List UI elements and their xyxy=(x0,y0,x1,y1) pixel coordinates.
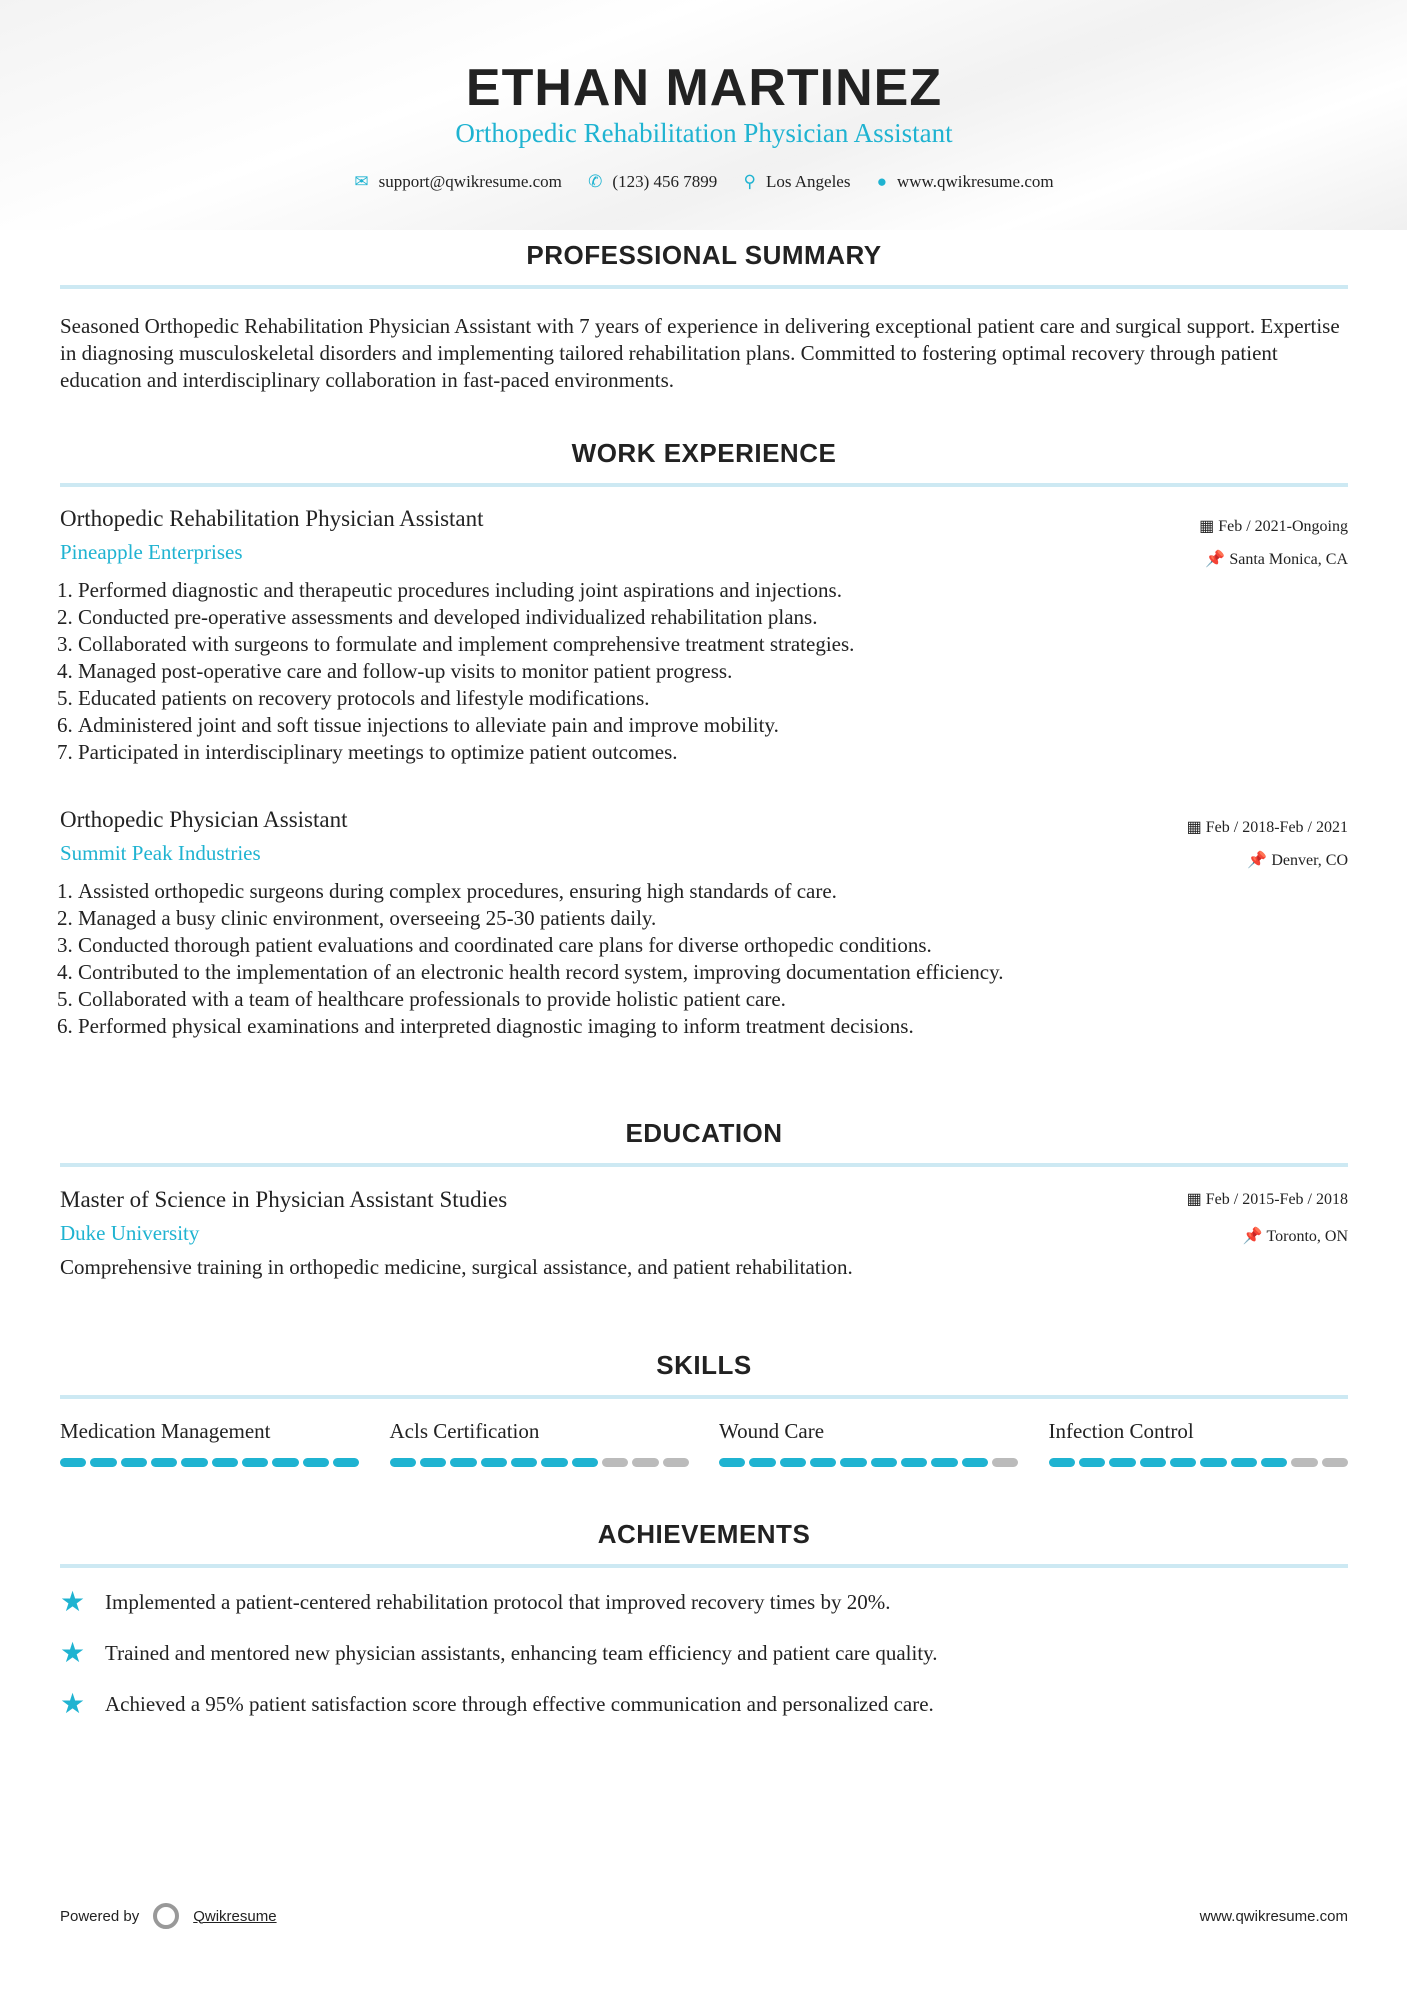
list-item: 6. Administered joint and soft tissue injections to alleviate pain and improve mobility. xyxy=(78,712,1348,739)
pin-icon: 📌 xyxy=(1247,852,1272,869)
location-pin-icon: ⚲ xyxy=(743,172,756,191)
skill-segment xyxy=(840,1458,866,1467)
skill-segment xyxy=(602,1458,628,1467)
skill-segment xyxy=(390,1458,416,1467)
footer-website[interactable]: www.qwikresume.com xyxy=(1199,1907,1348,1925)
skill-segment xyxy=(663,1458,689,1467)
job-dates: ▦ Feb / 2018-Feb / 2021 xyxy=(1186,819,1348,836)
divider xyxy=(60,483,1348,487)
website[interactable]: www.qwikresume.com xyxy=(897,172,1054,191)
skill-segment xyxy=(181,1458,207,1467)
calendar-icon: ▦ xyxy=(1199,518,1219,535)
job-location: 📌 Denver, CO xyxy=(1247,852,1348,869)
job-title: Orthopedic Rehabilitation Physician Assistant xyxy=(60,506,484,531)
pin-icon: 📌 xyxy=(1205,551,1230,568)
edu-location: 📌 Toronto, ON xyxy=(1242,1228,1348,1245)
section-heading: SKILLS xyxy=(656,1350,752,1380)
list-item: 4. Contributed to the implementation of an electronic health record system, improving documentation efficiency. xyxy=(78,959,1348,986)
list-item: 5. Educated patients on recovery protocols and lifestyle modifications. xyxy=(78,685,1348,712)
skills-section xyxy=(60,1350,1348,1467)
skill-segment xyxy=(1170,1458,1196,1467)
email[interactable]: support@qwikresume.com xyxy=(378,172,562,191)
job-2 xyxy=(60,807,1348,1040)
divider xyxy=(60,1163,1348,1167)
divider xyxy=(60,1564,1348,1568)
job-location: 📌 Santa Monica, CA xyxy=(1205,551,1348,568)
job-dates: ▦ Feb / 2021-Ongoing xyxy=(1199,518,1348,535)
skill-segment xyxy=(481,1458,507,1467)
education-entry xyxy=(60,1187,1348,1281)
skill-segment xyxy=(1140,1458,1166,1467)
skill-segment xyxy=(541,1458,567,1467)
section-heading: WORK EXPERIENCE xyxy=(571,438,837,468)
job-title: Orthopedic Physician Assistant xyxy=(60,807,348,832)
company: Pineapple Enterprises xyxy=(60,540,243,564)
job-bullets xyxy=(60,577,1348,766)
list-item: 1. Assisted orthopedic surgeons during complex procedures, ensuring high standards of care. xyxy=(78,878,1348,905)
skill-item xyxy=(1049,1419,1349,1467)
phone-icon: ✆ xyxy=(588,172,603,191)
list-item: 4. Managed post-operative care and follow-up visits to monitor patient progress. xyxy=(78,658,1348,685)
education-section xyxy=(60,1118,1348,1167)
skill-item xyxy=(390,1419,690,1467)
pin-icon: 📌 xyxy=(1242,1228,1267,1245)
skill-name: Wound Care xyxy=(719,1419,825,1443)
achievements-section xyxy=(60,1519,1348,1721)
skill-segment xyxy=(962,1458,988,1467)
skill-segment xyxy=(1261,1458,1287,1467)
footer xyxy=(60,1903,1348,1929)
skill-segment xyxy=(871,1458,897,1467)
skill-segment xyxy=(1322,1458,1348,1467)
qwikresume-logo-icon xyxy=(153,1903,179,1929)
skill-segment xyxy=(242,1458,268,1467)
skill-segment xyxy=(572,1458,598,1467)
skill-segment xyxy=(303,1458,329,1467)
skill-segment xyxy=(151,1458,177,1467)
globe-icon: ● xyxy=(876,172,887,191)
section-heading: EDUCATION xyxy=(625,1118,783,1148)
list-item: 3. Conducted thorough patient evaluations and coordinated care plans for diverse orthopedic conditions. xyxy=(78,932,1348,959)
skill-segment xyxy=(749,1458,775,1467)
achievement-item: ★ Trained and mentored new physician assistants, enhancing team efficiency and patient care quality. xyxy=(60,1638,938,1669)
achievement-item: ★ Achieved a 95% patient satisfaction score through effective communication and personalized care. xyxy=(60,1689,934,1720)
skill-segment xyxy=(212,1458,238,1467)
skill-name: Acls Certification xyxy=(389,1419,540,1443)
list-item: 2. Conducted pre-operative assessments and developed individualized rehabilitation plans. xyxy=(78,604,1348,631)
skill-segment xyxy=(272,1458,298,1467)
skill-segment xyxy=(60,1458,86,1467)
email-icon: ✉ xyxy=(354,172,369,191)
skill-segment xyxy=(90,1458,116,1467)
star-icon: ★ xyxy=(60,1587,86,1618)
skill-segment xyxy=(780,1458,806,1467)
list-item: 1. Performed diagnostic and therapeutic procedures including joint aspirations and injections. xyxy=(78,577,1348,604)
skill-segment xyxy=(1049,1458,1075,1467)
list-item: 7. Participated in interdisciplinary meetings to optimize patient outcomes. xyxy=(78,739,1348,766)
skill-level-bar xyxy=(60,1458,360,1467)
candidate-name: ETHAN MARTINEZ xyxy=(465,59,943,117)
edu-dates: ▦ Feb / 2015-Feb / 2018 xyxy=(1186,1191,1348,1208)
skill-segment xyxy=(511,1458,537,1467)
skill-segment xyxy=(333,1458,359,1467)
list-item: 2. Managed a busy clinic environment, overseeing 25-30 patients daily. xyxy=(78,905,1348,932)
skill-level-bar xyxy=(1049,1458,1349,1467)
skill-segment xyxy=(1079,1458,1105,1467)
skill-item xyxy=(719,1419,1019,1467)
list-item: 5. Collaborated with a team of healthcare professionals to provide holistic patient care. xyxy=(78,986,1348,1013)
skill-name: Medication Management xyxy=(60,1419,271,1443)
skill-segment xyxy=(901,1458,927,1467)
contact-bar xyxy=(60,172,1348,192)
star-icon: ★ xyxy=(60,1638,86,1669)
candidate-title: Orthopedic Rehabilitation Physician Assistant xyxy=(455,118,953,148)
calendar-icon: ▦ xyxy=(1186,1191,1206,1208)
company: Summit Peak Industries xyxy=(60,841,261,865)
skill-segment xyxy=(810,1458,836,1467)
phone: (123) 456 7899 xyxy=(612,172,718,191)
edu-description: Comprehensive training in orthopedic medicine, surgical assistance, and patient rehabilitation. xyxy=(60,1255,853,1279)
divider xyxy=(60,1395,1348,1399)
skill-segment xyxy=(121,1458,147,1467)
skill-level-bar xyxy=(390,1458,690,1467)
calendar-icon: ▦ xyxy=(1186,819,1206,836)
skill-segment xyxy=(1291,1458,1317,1467)
star-icon: ★ xyxy=(60,1689,86,1720)
experience-section xyxy=(60,438,1348,487)
skill-item xyxy=(60,1419,360,1467)
job-1 xyxy=(60,506,1348,766)
degree: Master of Science in Physician Assistant Studies xyxy=(60,1187,508,1212)
skill-name: Infection Control xyxy=(1048,1419,1194,1443)
summary-text: Seasoned Orthopedic Rehabilitation Physician Assistant with 7 years of experience in delivering exceptional patient care and surgical support. Expertise in diagnosing musculoskeletal disorders and implementing tailored rehabilitation plans. Committed to fostering optimal recovery through patient education and interdisciplinary collaboration in fast-paced environments. xyxy=(60,314,1340,392)
job-bullets xyxy=(60,878,1348,1040)
section-heading: PROFESSIONAL SUMMARY xyxy=(526,240,882,270)
skill-segment xyxy=(632,1458,658,1467)
achievement-item: ★ Implemented a patient-centered rehabilitation protocol that improved recovery times by 20%. xyxy=(60,1587,891,1618)
section-heading: ACHIEVEMENTS xyxy=(597,1519,811,1549)
skill-segment xyxy=(1200,1458,1226,1467)
summary-section xyxy=(60,240,1348,394)
list-item: 6. Performed physical examinations and interpreted diagnostic imaging to inform treatment decisions. xyxy=(78,1013,1348,1040)
school: Duke University xyxy=(60,1221,200,1245)
skill-segment xyxy=(719,1458,745,1467)
divider xyxy=(60,285,1348,289)
skill-segment xyxy=(450,1458,476,1467)
skill-segment xyxy=(1231,1458,1257,1467)
list-item: 3. Collaborated with surgeons to formulate and implement comprehensive treatment strategies. xyxy=(78,631,1348,658)
skill-segment xyxy=(1109,1458,1135,1467)
skills-list xyxy=(60,1419,1348,1467)
powered-by-label: Powered by xyxy=(60,1907,140,1925)
skill-segment xyxy=(992,1458,1018,1467)
skill-segment xyxy=(931,1458,957,1467)
brand-link[interactable]: Qwikresume xyxy=(193,1907,277,1925)
skill-level-bar xyxy=(719,1458,1019,1467)
skill-segment xyxy=(420,1458,446,1467)
location: Los Angeles xyxy=(765,172,851,191)
